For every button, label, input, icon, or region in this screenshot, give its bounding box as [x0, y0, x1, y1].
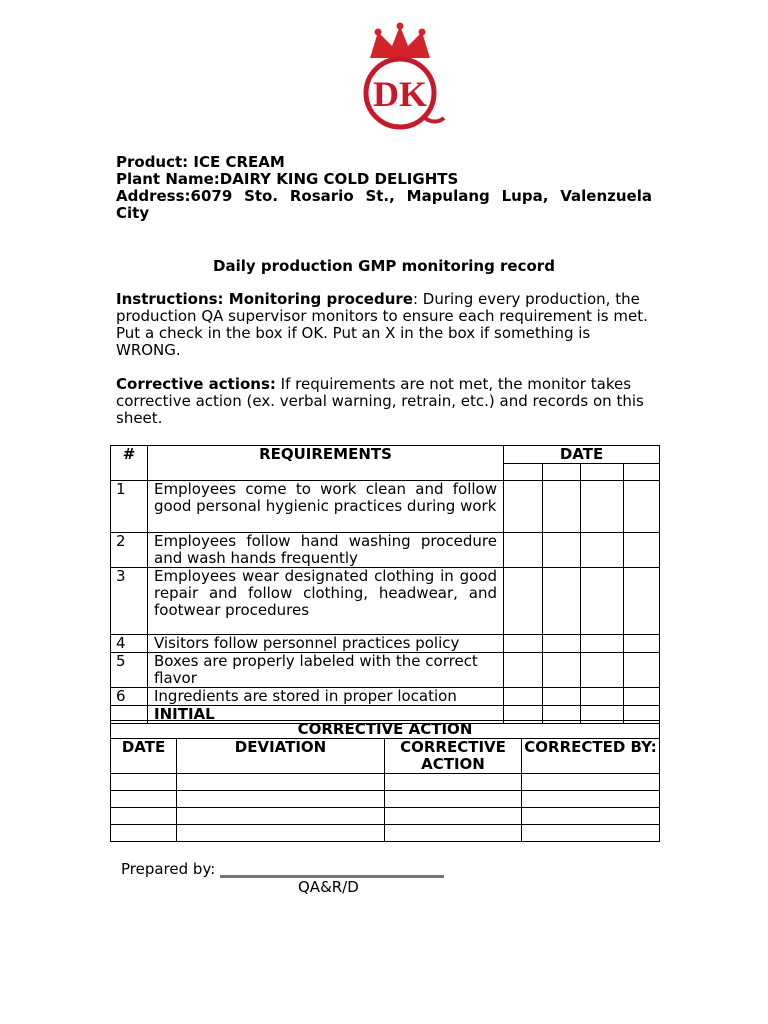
- row-number: 3: [111, 568, 148, 635]
- requirement-text: Employees wear designated clothing in good repair and follow clothing, headwear, and footwear procedures: [148, 568, 504, 635]
- col-header-num: #: [111, 446, 148, 481]
- row-number: 2: [111, 533, 148, 568]
- table-row: [111, 635, 660, 653]
- col-header-date: DATE: [111, 739, 177, 774]
- crown-icon: [370, 23, 430, 59]
- corrective-action-table: [110, 720, 660, 842]
- requirement-text: Boxes are properly labeled with the correct flavor: [148, 653, 504, 688]
- check-box[interactable]: [581, 635, 624, 653]
- entry-cell[interactable]: [522, 825, 660, 842]
- requirement-text: Employees come to work clean and follow good personal hygienic practices during work: [148, 481, 504, 533]
- table-row: [111, 825, 660, 842]
- instructions-text: : During every production, the production QA supervisor monitors to ensure each requirement is met. Put a check in the box if OK. Put an X in the box if something is WRONG.: [116, 290, 648, 359]
- table-row: [111, 791, 660, 808]
- col-header-corrective-action: CORRECTIVE ACTION: [385, 739, 522, 774]
- check-box[interactable]: [624, 688, 660, 706]
- check-box[interactable]: [581, 688, 624, 706]
- instructions-label: Instructions: Monitoring procedure: [116, 290, 413, 308]
- col-header-date: DATE: [504, 446, 660, 464]
- product-line: Product: ICE CREAM: [116, 153, 285, 171]
- check-box[interactable]: [624, 635, 660, 653]
- check-box[interactable]: [543, 481, 581, 533]
- table-row: [111, 774, 660, 791]
- entry-cell[interactable]: [177, 808, 385, 825]
- corrective-label: Corrective actions:: [116, 375, 276, 393]
- date-cell[interactable]: [543, 464, 581, 481]
- date-cell[interactable]: [504, 464, 543, 481]
- entry-cell[interactable]: [177, 774, 385, 791]
- check-box[interactable]: [543, 568, 581, 635]
- row-number: 4: [111, 635, 148, 653]
- entry-cell[interactable]: [111, 774, 177, 791]
- entry-cell[interactable]: [522, 791, 660, 808]
- check-box[interactable]: [624, 568, 660, 635]
- table-row: [111, 568, 660, 635]
- table-row: [111, 481, 660, 533]
- instructions-paragraph: [116, 291, 652, 359]
- check-box[interactable]: [543, 635, 581, 653]
- check-box[interactable]: [543, 688, 581, 706]
- check-box[interactable]: [581, 653, 624, 688]
- check-box[interactable]: [504, 653, 543, 688]
- logo-text: DK: [373, 74, 427, 114]
- department-label: QA&R/D: [298, 878, 359, 896]
- entry-cell[interactable]: [177, 825, 385, 842]
- date-cell[interactable]: [624, 464, 660, 481]
- table-row: [111, 533, 660, 568]
- check-box[interactable]: [581, 568, 624, 635]
- plant-name-line: Plant Name:DAIRY KING COLD DELIGHTS: [116, 170, 459, 188]
- col-header-requirements: REQUIREMENTS: [148, 446, 504, 481]
- check-box[interactable]: [624, 533, 660, 568]
- check-box[interactable]: [504, 533, 543, 568]
- requirement-text: Visitors follow personnel practices policy: [148, 635, 504, 653]
- check-box[interactable]: [504, 481, 543, 533]
- prepared-by-label: Prepared by:: [121, 860, 216, 878]
- entry-cell[interactable]: [385, 825, 522, 842]
- requirement-text: Employees follow hand washing procedure and wash hands frequently: [148, 533, 504, 568]
- check-box[interactable]: [504, 688, 543, 706]
- check-box[interactable]: [543, 533, 581, 568]
- entry-cell[interactable]: [111, 791, 177, 808]
- address-line-2: City: [116, 204, 150, 222]
- check-box[interactable]: [581, 533, 624, 568]
- check-box[interactable]: [624, 653, 660, 688]
- entry-cell[interactable]: [111, 825, 177, 842]
- check-box[interactable]: [504, 568, 543, 635]
- entry-cell[interactable]: [385, 774, 522, 791]
- entry-cell[interactable]: [522, 774, 660, 791]
- table-row: [111, 653, 660, 688]
- date-cell[interactable]: [581, 464, 624, 481]
- check-box[interactable]: [543, 653, 581, 688]
- entry-cell[interactable]: [177, 791, 385, 808]
- corrective-action-title: CORRECTIVE ACTION: [111, 721, 660, 739]
- corrective-actions-paragraph: [116, 376, 652, 427]
- initial-label: INITIAL: [148, 706, 504, 724]
- page-title: Daily production GMP monitoring record: [213, 257, 555, 275]
- entry-cell[interactable]: [385, 791, 522, 808]
- check-box[interactable]: [581, 481, 624, 533]
- row-number: 6: [111, 688, 148, 706]
- row-number: 1: [111, 481, 148, 533]
- table-row: [111, 808, 660, 825]
- address-line: Address:6079 Sto. Rosario St., Mapulang Lupa, Valenzuela: [116, 187, 652, 205]
- document-header: [116, 154, 652, 222]
- corrective-text: If requirements are not met, the monitor takes corrective action (ex. verbal warning, retrain, etc.) and records on this sheet.: [116, 375, 644, 427]
- entry-cell[interactable]: [522, 808, 660, 825]
- table-row: [111, 688, 660, 706]
- check-box[interactable]: [624, 481, 660, 533]
- entry-cell[interactable]: [385, 808, 522, 825]
- col-header-corrected-by: CORRECTED BY:: [522, 739, 660, 774]
- col-header-deviation: DEVIATION: [177, 739, 385, 774]
- requirements-table: [110, 445, 660, 724]
- check-box[interactable]: [504, 635, 543, 653]
- entry-cell[interactable]: [111, 808, 177, 825]
- dairy-king-logo: [322, 18, 482, 138]
- row-number: 5: [111, 653, 148, 688]
- requirement-text: Ingredients are stored in proper location: [148, 688, 504, 706]
